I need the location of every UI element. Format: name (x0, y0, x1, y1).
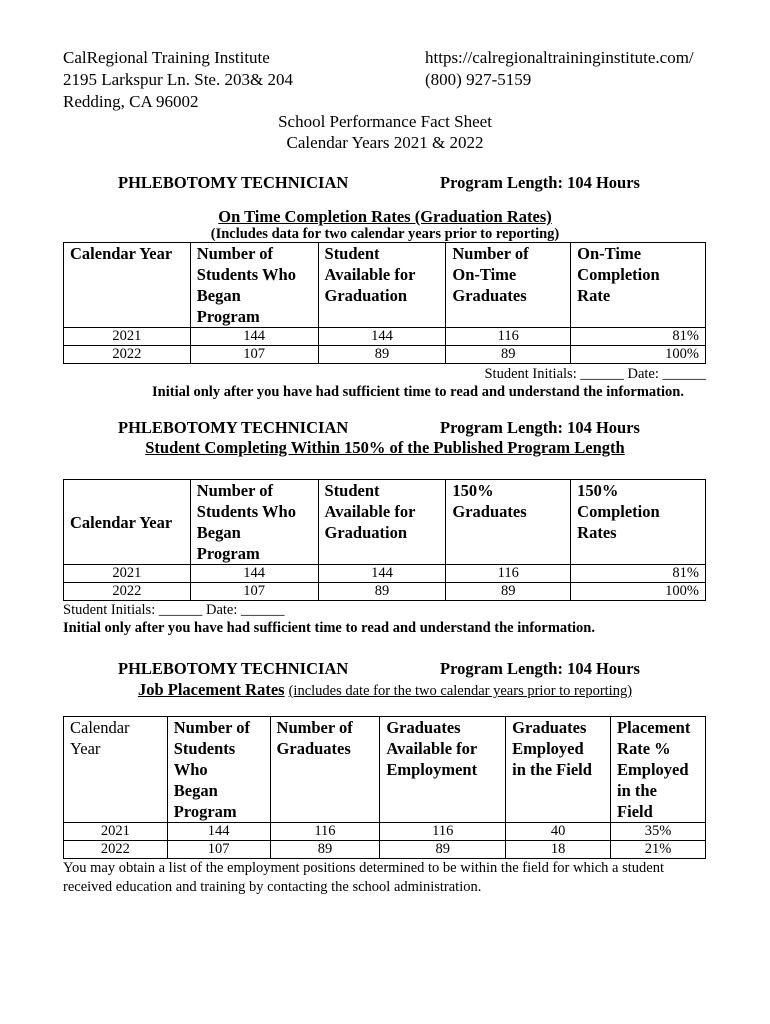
completion-150-table (63, 479, 706, 601)
table-cell: 144 (190, 565, 318, 583)
section-heading: Job Placement Rates (137, 680, 285, 699)
table-row (64, 328, 706, 346)
table-cell: 81% (571, 565, 706, 583)
table-cell: 107 (190, 583, 318, 601)
table-header-row (64, 717, 706, 823)
program-name: PHLEBOTOMY TECHNICIAN (118, 418, 349, 437)
column-header: Placement Rate % Employed in the Field (611, 717, 706, 823)
table-cell: 89 (318, 583, 446, 601)
table-cell: 116 (446, 565, 571, 583)
column-header: Student Available for Graduation (318, 243, 446, 328)
table-cell: 116 (380, 823, 506, 841)
program-length: Program Length: 104 Hours (440, 418, 640, 437)
table-row (64, 583, 706, 601)
section-heading-wrap (0, 680, 770, 700)
section-subheading: (Includes data for two calendar years prior to reporting) (210, 226, 560, 242)
column-header: 150% Graduates (446, 480, 571, 565)
table-cell: 89 (380, 841, 506, 859)
table-cell: 89 (270, 841, 380, 859)
program-name: PHLEBOTOMY TECHNICIAN (118, 659, 349, 678)
program-length: Program Length: 104 Hours (440, 659, 640, 678)
table-cell: 2022 (64, 583, 191, 601)
section-heading: Student Completing Within 150% of the Published Program Length (145, 438, 625, 457)
table-header-row (64, 243, 706, 328)
table-cell: 40 (506, 823, 611, 841)
table-row (64, 346, 706, 364)
table-row (64, 823, 706, 841)
column-header: Number of Students Who Began Program (167, 717, 270, 823)
program-name: PHLEBOTOMY TECHNICIAN (118, 173, 349, 192)
column-header: Calendar Year (64, 243, 191, 328)
column-header: On-Time Completion Rate (571, 243, 706, 328)
table-header-row (64, 480, 706, 565)
table-row (64, 841, 706, 859)
school-phone: (800) 927-5159 (425, 70, 532, 89)
completion-rates-table (63, 242, 706, 364)
section-heading-note: (includes date for the two calendar years prior to reporting) (288, 683, 633, 699)
school-address-line1: 2195 Larkspur Ln. Ste. 203& 204 (63, 70, 293, 89)
column-header: Number of Graduates (270, 717, 380, 823)
initial-instruction: Initial only after you have had sufficient time to read and understand the information. (63, 620, 595, 636)
table-cell: 2021 (64, 328, 191, 346)
footnote-line: You may obtain a list of the employment positions determined to be within the field for which a student (63, 860, 664, 876)
column-header: Number of On-Time Graduates (446, 243, 571, 328)
column-header: Number of Students Who Began Program (190, 243, 318, 328)
school-name: CalRegional Training Institute (63, 48, 270, 67)
column-header: Calendar Year (64, 717, 168, 823)
column-header: Calendar Year (64, 480, 191, 565)
table-cell: 116 (270, 823, 380, 841)
table-cell: 89 (446, 346, 571, 364)
table-cell: 144 (318, 328, 446, 346)
job-placement-table (63, 716, 706, 859)
column-header: Graduates Available for Employment (380, 717, 506, 823)
table-cell: 89 (318, 346, 446, 364)
table-cell: 100% (571, 346, 706, 364)
program-length: Program Length: 104 Hours (440, 173, 640, 192)
student-initials-line[interactable]: Student Initials: ______ Date: ______ (484, 366, 706, 382)
table-cell: 2021 (64, 565, 191, 583)
table-cell: 81% (571, 328, 706, 346)
table-cell: 116 (446, 328, 571, 346)
table-row (64, 565, 706, 583)
table-cell: 144 (190, 328, 318, 346)
table-cell: 2022 (64, 346, 191, 364)
table-cell: 2022 (64, 841, 168, 859)
table-cell: 21% (611, 841, 706, 859)
document-title: School Performance Fact Sheet (278, 112, 492, 131)
table-cell: 144 (167, 823, 270, 841)
table-cell: 100% (571, 583, 706, 601)
table-cell: 18 (506, 841, 611, 859)
table-cell: 107 (167, 841, 270, 859)
section-heading: On Time Completion Rates (Graduation Rates) (218, 207, 552, 226)
column-header: Number of Students Who Began Program (190, 480, 318, 565)
column-header: 150% Completion Rates (571, 480, 706, 565)
table-cell: 35% (611, 823, 706, 841)
table-cell: 144 (318, 565, 446, 583)
column-header: Student Available for Graduation (318, 480, 446, 565)
table-cell: 2021 (64, 823, 168, 841)
table-cell: 107 (190, 346, 318, 364)
column-header: Graduates Employed in the Field (506, 717, 611, 823)
footnote-line: received education and training by contacting the school administration. (63, 879, 482, 895)
school-website[interactable]: https://calregionaltraininginstitute.com/ (425, 48, 694, 67)
initial-instruction: Initial only after you have had sufficient time to read and understand the information. (152, 384, 684, 400)
student-initials-line[interactable]: Student Initials: ______ Date: ______ (63, 602, 285, 618)
table-cell: 89 (446, 583, 571, 601)
document-subtitle: Calendar Years 2021 & 2022 (286, 133, 484, 152)
school-address-line2: Redding, CA 96002 (63, 92, 199, 111)
